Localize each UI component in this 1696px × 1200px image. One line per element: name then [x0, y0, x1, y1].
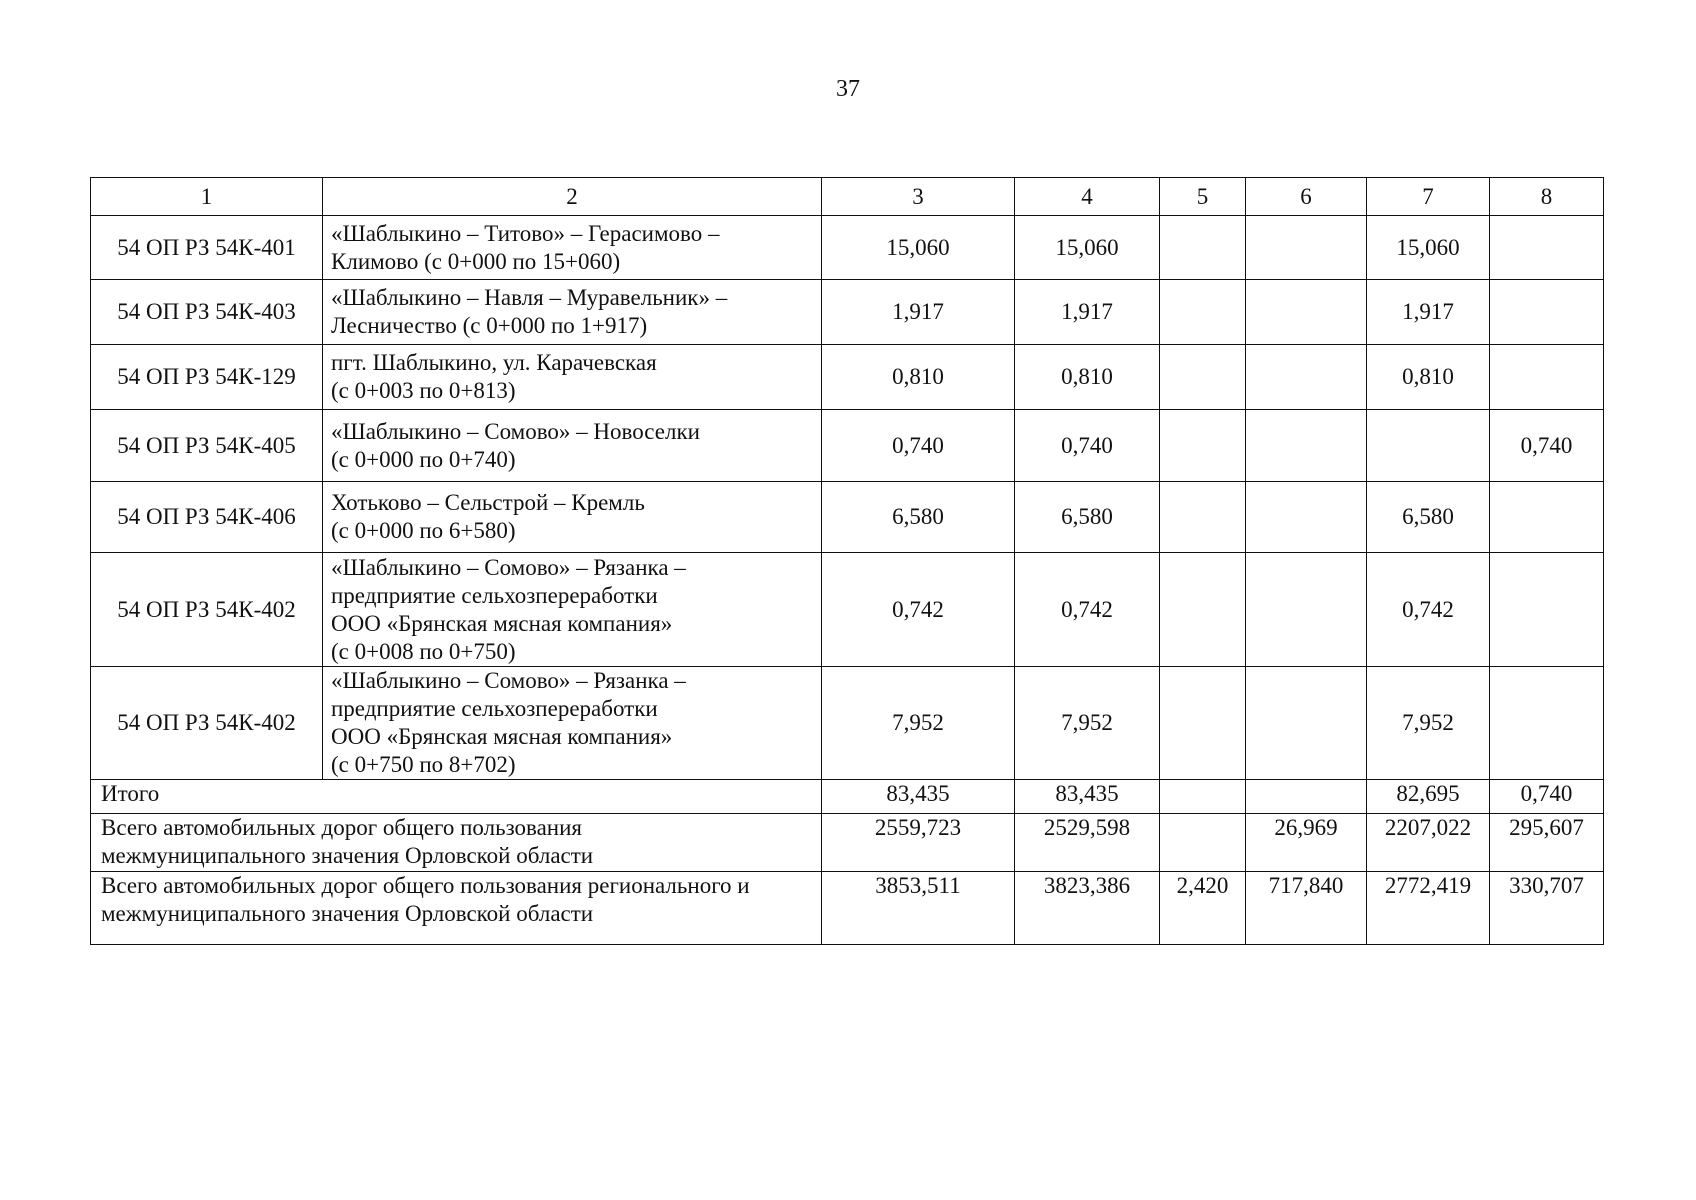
value-col-8: [1490, 280, 1604, 345]
value-col-8: [1490, 216, 1604, 280]
road-code: 54 ОП РЗ 54К-403: [91, 280, 323, 345]
value-col-8: [1490, 553, 1604, 667]
value-col-4: 0,740: [1015, 410, 1160, 482]
road-name: [323, 280, 822, 345]
value-col-7: 7,952: [1367, 667, 1490, 780]
road-name: [323, 482, 822, 553]
value-col-7: 15,060: [1367, 216, 1490, 280]
value-col-5: [1160, 410, 1246, 482]
road-name: [323, 667, 822, 780]
table-row: [91, 280, 1604, 345]
total-row: [91, 814, 1604, 872]
value-col-8: [1490, 667, 1604, 780]
value-col-8: [1490, 482, 1604, 553]
value-col-7: [1367, 410, 1490, 482]
total-col-8: 295,607: [1490, 814, 1604, 872]
total-label: [91, 814, 822, 872]
column-header: 8: [1490, 178, 1604, 216]
total-col-7: 82,695: [1367, 780, 1490, 814]
total-label-line: межмуниципального значения Орловской области: [101, 901, 594, 926]
total-label: [91, 780, 822, 814]
total-col-3: 3853,511: [822, 872, 1015, 945]
column-header: 1: [91, 178, 323, 216]
total-col-7: 2772,419: [1367, 872, 1490, 945]
column-header: 6: [1246, 178, 1367, 216]
total-label: [91, 872, 822, 945]
road-name-line: предприятие сельхозпереработки: [331, 696, 658, 721]
value-col-6: [1246, 216, 1367, 280]
value-col-8: [1490, 345, 1604, 410]
total-label-line: Всего автомобильных дорог общего пользования: [101, 815, 583, 840]
road-name: [323, 553, 822, 667]
value-col-6: [1246, 410, 1367, 482]
road-name-line: «Шаблыкино – Сомово» – Новоселки: [331, 418, 700, 444]
road-code: 54 ОП РЗ 54К-402: [91, 553, 323, 667]
value-col-7: 0,742: [1367, 553, 1490, 667]
value-col-3: 7,952: [822, 667, 1015, 780]
road-code: 54 ОП РЗ 54К-402: [91, 667, 323, 780]
total-row: [91, 872, 1604, 945]
value-col-4: 15,060: [1015, 216, 1160, 280]
value-col-5: [1160, 216, 1246, 280]
road-name-line: (с 0+000 по 0+740): [331, 446, 516, 472]
road-name: [323, 345, 822, 410]
roads-table: [90, 177, 1604, 945]
road-name-line: ООО «Брянская мясная компания»: [331, 724, 673, 749]
value-col-6: [1246, 280, 1367, 345]
total-label-line: Итого: [101, 781, 160, 806]
total-col-8: 0,740: [1490, 780, 1604, 814]
road-code: 54 ОП РЗ 54К-401: [91, 216, 323, 280]
column-header: 5: [1160, 178, 1246, 216]
value-col-6: [1246, 553, 1367, 667]
column-header: 7: [1367, 178, 1490, 216]
column-header: 4: [1015, 178, 1160, 216]
value-col-3: 0,810: [822, 345, 1015, 410]
header-row: [91, 178, 1604, 216]
total-col-4: 83,435: [1015, 780, 1160, 814]
road-name-line: (с 0+750 по 8+702): [331, 752, 516, 777]
road-name-line: «Шаблыкино – Навля – Муравельник» –: [331, 285, 728, 310]
value-col-3: 6,580: [822, 482, 1015, 553]
value-col-3: 0,742: [822, 553, 1015, 667]
road-code: 54 ОП РЗ 54К-129: [91, 345, 323, 410]
value-col-3: 0,740: [822, 410, 1015, 482]
value-col-7: 6,580: [1367, 482, 1490, 553]
total-col-5: 2,420: [1160, 872, 1246, 945]
road-name-line: предприятие сельхозпереработки: [331, 582, 658, 608]
road-code: 54 ОП РЗ 54К-405: [91, 410, 323, 482]
road-name-line: ООО «Брянская мясная компания»: [331, 610, 673, 636]
total-col-5: [1160, 814, 1246, 872]
value-col-3: 1,917: [822, 280, 1015, 345]
total-col-5: [1160, 780, 1246, 814]
value-col-5: [1160, 667, 1246, 780]
road-name-line: (с 0+000 по 6+580): [331, 518, 516, 543]
value-col-4: 0,810: [1015, 345, 1160, 410]
road-name-line: (с 0+008 по 0+750): [331, 638, 516, 664]
table-row: [91, 410, 1604, 482]
road-name: [323, 410, 822, 482]
page-number: 37: [836, 76, 860, 102]
total-col-7: 2207,022: [1367, 814, 1490, 872]
road-name-line: «Шаблыкино – Сомово» – Рязанка –: [331, 668, 686, 693]
value-col-8: 0,740: [1490, 410, 1604, 482]
value-col-5: [1160, 553, 1246, 667]
road-name-line: Лесничество (с 0+000 по 1+917): [331, 313, 648, 338]
total-col-6: 26,969: [1246, 814, 1367, 872]
column-header: 2: [323, 178, 822, 216]
total-label-line: Всего автомобильных дорог общего пользования регионального и: [101, 873, 750, 898]
value-col-4: 1,917: [1015, 280, 1160, 345]
total-row: [91, 780, 1604, 814]
value-col-5: [1160, 345, 1246, 410]
road-name-line: Климово (с 0+000 по 15+060): [331, 248, 621, 274]
value-col-7: 0,810: [1367, 345, 1490, 410]
table-row: [91, 345, 1604, 410]
value-col-6: [1246, 667, 1367, 780]
total-col-6: 717,840: [1246, 872, 1367, 945]
road-name-line: (с 0+003 по 0+813): [331, 378, 516, 403]
road-code: 54 ОП РЗ 54К-406: [91, 482, 323, 553]
total-label-line: межмуниципального значения Орловской области: [101, 843, 594, 868]
total-col-4: 3823,386: [1015, 872, 1160, 945]
table-row: [91, 553, 1604, 667]
road-name-line: Хотьково – Сельстрой – Кремль: [331, 490, 645, 515]
value-col-4: 0,742: [1015, 553, 1160, 667]
value-col-3: 15,060: [822, 216, 1015, 280]
table-row: [91, 216, 1604, 280]
value-col-6: [1246, 482, 1367, 553]
value-col-4: 6,580: [1015, 482, 1160, 553]
road-name-line: пгт. Шаблыкино, ул. Карачевская: [331, 350, 657, 375]
total-col-3: 83,435: [822, 780, 1015, 814]
total-col-3: 2559,723: [822, 814, 1015, 872]
road-name: [323, 216, 822, 280]
total-col-6: [1246, 780, 1367, 814]
road-name-line: «Шаблыкино – Титово» – Герасимово –: [331, 220, 720, 246]
total-col-4: 2529,598: [1015, 814, 1160, 872]
table-row: [91, 667, 1604, 780]
table-row: [91, 482, 1604, 553]
value-col-4: 7,952: [1015, 667, 1160, 780]
value-col-7: 1,917: [1367, 280, 1490, 345]
column-header: 3: [822, 178, 1015, 216]
value-col-5: [1160, 482, 1246, 553]
road-name-line: «Шаблыкино – Сомово» – Рязанка –: [331, 554, 686, 580]
value-col-5: [1160, 280, 1246, 345]
total-col-8: 330,707: [1490, 872, 1604, 945]
value-col-6: [1246, 345, 1367, 410]
